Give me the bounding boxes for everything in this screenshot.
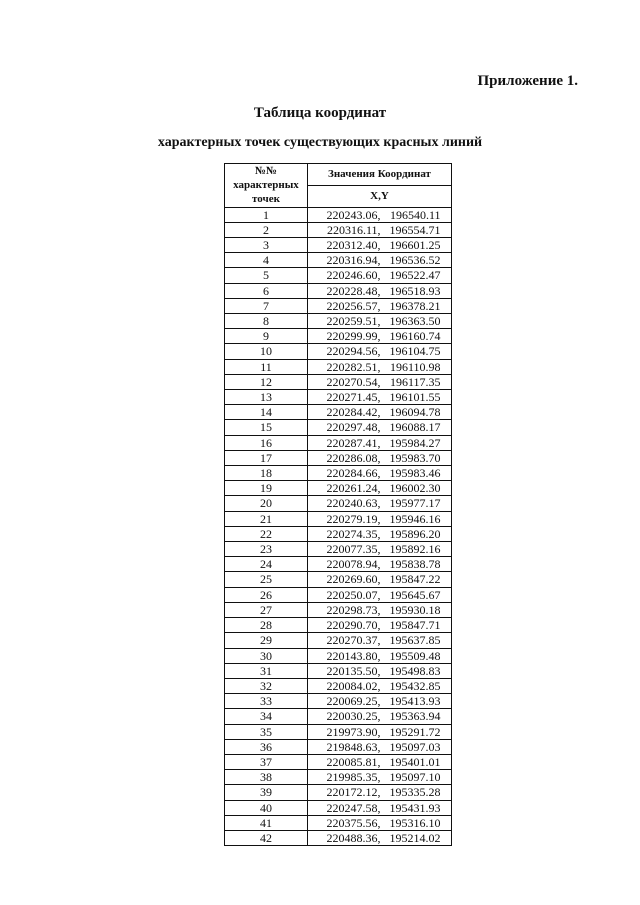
coordinate-values-cell [308,557,452,572]
y-coordinate: 195930.18 [389,602,441,617]
page-subtitle: характерных точек существующих красных линий [157,135,483,150]
point-number-cell: 39 [225,785,308,800]
coordinate-values-cell [308,405,452,420]
y-coordinate: 195214.02 [389,830,441,845]
x-coordinate: 220077.35, [326,542,381,557]
x-coordinate: 220297.48, [326,420,381,435]
point-number-cell: 15 [225,420,308,435]
y-coordinate: 195363.94 [389,709,441,724]
y-coordinate: 195316.10 [389,815,441,830]
coordinate-values-cell [308,587,452,602]
x-coordinate: 220228.48, [326,283,381,298]
coordinate-values-cell [308,359,452,374]
column-header-point-number: №№ характерных точек [225,164,308,208]
x-coordinate: 220247.58, [326,800,381,815]
y-coordinate: 195645.67 [389,587,441,602]
coordinate-values-cell [308,724,452,739]
table-row [225,678,452,693]
y-coordinate: 195983.46 [389,466,441,481]
y-coordinate: 195977.17 [389,496,441,511]
x-coordinate: 220135.50, [326,663,381,678]
x-coordinate: 220172.12, [326,785,381,800]
x-coordinate: 220261.24, [326,481,381,496]
table-row [225,694,452,709]
y-coordinate: 195984.27 [389,435,441,450]
y-coordinate: 196088.17 [389,420,441,435]
coordinate-values-cell [308,754,452,769]
y-coordinate: 196110.98 [389,359,441,374]
page-title: Таблица координат [253,105,387,121]
coordinate-values-cell [308,572,452,587]
coordinate-values-cell [308,329,452,344]
table-header-row [225,164,452,186]
y-coordinate: 195498.83 [389,663,441,678]
x-coordinate: 220298.73, [326,602,381,617]
coordinate-values-cell [308,694,452,709]
coordinate-values-cell [308,466,452,481]
table-row [225,511,452,526]
y-coordinate: 195432.85 [389,678,441,693]
point-number-cell: 37 [225,754,308,769]
table-body [225,207,452,846]
coordinate-values-cell [308,709,452,724]
table-row [225,207,452,222]
x-coordinate: 220240.63, [326,496,381,511]
y-coordinate: 196160.74 [389,329,441,344]
x-coordinate: 219973.90, [326,724,381,739]
point-number-cell: 25 [225,572,308,587]
appendix-label: Приложение 1. [477,73,578,89]
coordinate-values-cell [308,390,452,405]
x-coordinate: 220279.19, [326,511,381,526]
column-header-coordinate-values: Значения Координат [308,164,452,186]
table-row [225,283,452,298]
point-number-cell: 30 [225,648,308,663]
point-number-cell: 32 [225,678,308,693]
y-coordinate: 196378.21 [389,298,441,313]
table-row [225,420,452,435]
coordinate-values-cell [308,785,452,800]
point-number-cell: 24 [225,557,308,572]
y-coordinate: 195413.93 [389,694,441,709]
coordinate-values-cell [308,268,452,283]
table-row [225,450,452,465]
point-number-cell: 21 [225,511,308,526]
point-number-cell: 35 [225,724,308,739]
table-row [225,314,452,329]
y-coordinate: 195637.85 [389,633,441,648]
coordinate-values-cell [308,830,452,845]
point-number-cell: 41 [225,815,308,830]
x-coordinate: 220256.57, [326,298,381,313]
point-number-cell: 19 [225,481,308,496]
table-row [225,830,452,845]
point-number-cell: 2 [225,222,308,237]
point-number-cell: 18 [225,466,308,481]
point-number-cell: 42 [225,830,308,845]
coordinate-values-cell [308,678,452,693]
point-number-cell: 28 [225,618,308,633]
x-coordinate: 220078.94, [326,557,381,572]
y-coordinate: 196104.75 [389,344,441,359]
x-coordinate: 220284.42, [326,405,381,420]
table-row [225,359,452,374]
coordinate-values-cell [308,602,452,617]
coordinate-values-cell [308,253,452,268]
y-coordinate: 195431.93 [389,800,441,815]
y-coordinate: 195847.71 [389,618,441,633]
table-row [225,496,452,511]
x-coordinate: 220069.25, [326,694,381,709]
table-row [225,618,452,633]
x-coordinate: 220375.56, [326,815,381,830]
point-number-cell: 11 [225,359,308,374]
x-coordinate: 220246.60, [326,268,381,283]
coordinate-values-cell [308,283,452,298]
coordinate-values-cell [308,344,452,359]
point-number-cell: 23 [225,542,308,557]
y-coordinate: 196522.47 [389,268,441,283]
point-number-cell: 36 [225,739,308,754]
table-row [225,466,452,481]
table-row [225,253,452,268]
table-row [225,405,452,420]
y-coordinate: 196601.25 [389,238,441,253]
table-row [225,587,452,602]
y-coordinate: 196094.78 [389,405,441,420]
point-number-cell: 13 [225,390,308,405]
table-row [225,542,452,557]
x-coordinate: 220286.08, [326,450,381,465]
coordinate-values-cell [308,450,452,465]
x-coordinate: 220284.66, [326,466,381,481]
coordinate-values-cell [308,496,452,511]
table-row [225,268,452,283]
coordinate-values-cell [308,815,452,830]
point-number-cell: 7 [225,298,308,313]
point-number-cell: 26 [225,587,308,602]
coordinate-values-cell [308,770,452,785]
x-coordinate: 220294.56, [326,344,381,359]
x-coordinate: 220316.11, [326,222,381,237]
x-coordinate: 220030.25, [326,709,381,724]
table-row [225,648,452,663]
table-row [225,481,452,496]
column-header-xy: X,Y [308,185,452,207]
coordinate-values-cell [308,222,452,237]
table-row [225,526,452,541]
point-number-cell: 34 [225,709,308,724]
y-coordinate: 196540.11 [389,207,441,222]
point-number-cell: 6 [225,283,308,298]
coordinate-values-cell [308,800,452,815]
y-coordinate: 195509.48 [389,648,441,663]
x-coordinate: 220299.99, [326,329,381,344]
coordinate-values-cell [308,526,452,541]
y-coordinate: 196101.55 [389,390,441,405]
table-row [225,663,452,678]
y-coordinate: 195401.01 [389,754,441,769]
y-coordinate: 196002.30 [389,481,441,496]
x-coordinate: 220270.54, [326,374,381,389]
x-coordinate: 220271.45, [326,390,381,405]
x-coordinate: 220243.06, [326,207,381,222]
table-row [225,785,452,800]
table-row [225,435,452,450]
y-coordinate: 196554.71 [389,222,441,237]
table-row [225,390,452,405]
coordinate-values-cell [308,314,452,329]
table-row [225,298,452,313]
coordinate-values-cell [308,298,452,313]
table-row [225,572,452,587]
x-coordinate: 220287.41, [326,435,381,450]
y-coordinate: 196536.52 [389,253,441,268]
point-number-cell: 3 [225,238,308,253]
y-coordinate: 195847.22 [389,572,441,587]
y-coordinate: 195838.78 [389,557,441,572]
coordinate-values-cell [308,435,452,450]
point-number-cell: 14 [225,405,308,420]
x-coordinate: 220274.35, [326,526,381,541]
y-coordinate: 196518.93 [389,283,441,298]
x-coordinate: 219848.63, [326,739,381,754]
y-coordinate: 195983.70 [389,450,441,465]
point-number-cell: 1 [225,207,308,222]
point-number-cell: 22 [225,526,308,541]
coordinate-values-cell [308,511,452,526]
x-coordinate: 220316.94, [326,253,381,268]
x-coordinate: 220269.60, [326,572,381,587]
x-coordinate: 220290.70, [326,618,381,633]
point-number-cell: 5 [225,268,308,283]
x-coordinate: 220250.07, [326,587,381,602]
coordinate-values-cell [308,648,452,663]
table-row [225,238,452,253]
table-row [225,602,452,617]
coordinate-values-cell [308,618,452,633]
point-number-cell: 38 [225,770,308,785]
y-coordinate: 196363.50 [389,314,441,329]
y-coordinate: 195335.28 [389,785,441,800]
coordinate-values-cell [308,739,452,754]
coordinate-values-cell [308,481,452,496]
point-number-cell: 8 [225,314,308,329]
coordinate-values-cell [308,374,452,389]
coordinate-values-cell [308,542,452,557]
table-row [225,770,452,785]
point-number-cell: 20 [225,496,308,511]
coordinate-values-cell [308,663,452,678]
coordinate-values-cell [308,238,452,253]
y-coordinate: 196117.35 [389,374,441,389]
table-row [225,800,452,815]
x-coordinate: 220085.81, [326,754,381,769]
y-coordinate: 195946.16 [389,511,441,526]
x-coordinate: 220084.02, [326,678,381,693]
table-row [225,557,452,572]
x-coordinate: 220312.40, [326,238,381,253]
table-row [225,709,452,724]
point-number-cell: 29 [225,633,308,648]
x-coordinate: 220282.51, [326,359,381,374]
point-number-cell: 27 [225,602,308,617]
coordinate-values-cell [308,633,452,648]
y-coordinate: 195097.03 [389,739,441,754]
y-coordinate: 195097.10 [389,770,441,785]
x-coordinate: 219985.35, [326,770,381,785]
point-number-cell: 40 [225,800,308,815]
point-number-cell: 10 [225,344,308,359]
table-row [225,633,452,648]
table-row [225,724,452,739]
table-row [225,222,452,237]
point-number-cell: 9 [225,329,308,344]
table-row [225,374,452,389]
x-coordinate: 220259.51, [326,314,381,329]
x-coordinate: 220270.37, [326,633,381,648]
coordinate-values-cell [308,420,452,435]
point-number-cell: 12 [225,374,308,389]
point-number-cell: 33 [225,694,308,709]
point-number-cell: 17 [225,450,308,465]
point-number-cell: 31 [225,663,308,678]
table-row [225,754,452,769]
coordinate-values-cell [308,207,452,222]
point-number-cell: 16 [225,435,308,450]
point-number-cell: 4 [225,253,308,268]
x-coordinate: 220488.36, [326,830,381,845]
table-row [225,344,452,359]
y-coordinate: 195896.20 [389,526,441,541]
y-coordinate: 195291.72 [389,724,441,739]
table-row [225,815,452,830]
coordinates-table [224,163,452,846]
table-row [225,329,452,344]
table-row [225,739,452,754]
x-coordinate: 220143.80, [326,648,381,663]
y-coordinate: 195892.16 [389,542,441,557]
